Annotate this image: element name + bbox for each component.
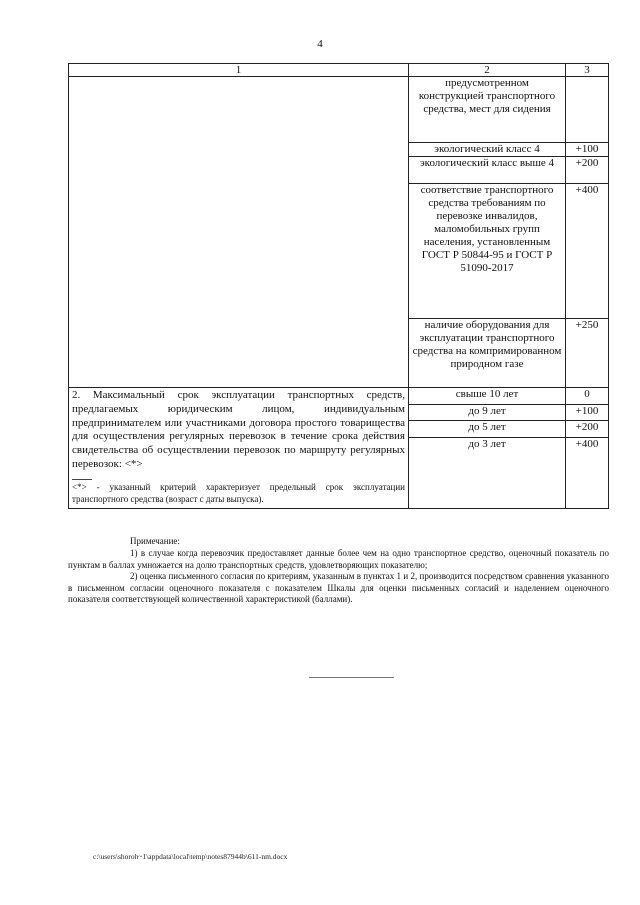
score-cell: +100: [566, 143, 609, 157]
score-cell: +200: [566, 157, 609, 184]
notes-title: Примечание:: [130, 536, 180, 546]
criterion-option-cell: до 9 лет: [409, 404, 566, 421]
score-cell: [566, 77, 609, 143]
end-separator-line: [309, 677, 394, 678]
criteria-table: [68, 63, 609, 509]
score-cell: +200: [566, 421, 609, 438]
criterion-option-cell: экологический класс 4: [409, 143, 566, 157]
file-path-footer: c:\users\shoroh~1\appdata\local\temp\notes87944b\611-nm.docx: [93, 852, 288, 861]
score-cell: 0: [566, 388, 609, 405]
score-cell: +400: [566, 184, 609, 319]
table-header-row: [69, 64, 609, 77]
criterion-option-cell: наличие оборудования для эксплуатации транспортного средства на компримированном природном газе: [409, 319, 566, 388]
criterion-2-cell: [69, 388, 409, 509]
footnote-rule: [72, 479, 92, 480]
criterion-option-cell: до 3 лет: [409, 437, 566, 508]
footnote-text: <*> - указанный критерий характеризует предельный срок эксплуатации транспортного средства (возраст с даты выпуска).: [72, 481, 405, 504]
notes-section: [68, 536, 609, 605]
table-row: [69, 388, 609, 405]
criterion-option-cell: свыше 10 лет: [409, 388, 566, 405]
header-col-3: 3: [566, 64, 609, 77]
table-row: [69, 77, 609, 143]
header-col-1: 1: [69, 64, 409, 77]
criterion-option-cell: до 5 лет: [409, 421, 566, 438]
score-cell: +100: [566, 404, 609, 421]
empty-criterion-cell: [69, 77, 409, 388]
note-item-2: 2) оценка письменного согласия по критериям, указанным в пунктах 1 и 2, производится посредством сравнения указанного в письменном согласии оценочного показателя с показателем Шкалы для оценки письменных согласий и наделением оценочного показателя соответствующей количественной характеристикой (баллами).: [68, 571, 609, 605]
score-cell: +400: [566, 437, 609, 508]
criterion-option-cell: соответствие транспортного средства требованиям по перевозке инвалидов, маломобильных групп населения, установленным ГОСТ Р 50844-95 и ГОСТ Р 51090-2017: [409, 184, 566, 319]
score-cell: +250: [566, 319, 609, 388]
page-number: 4: [317, 38, 323, 50]
criterion-2-text: 2. Максимальный срок эксплуатации транспортных средств, предлагаемых юридическим лицом, индивидуальным предпринимателем или участниками договора простого товарищества для осуществления регулярных перевозок в течение срока действия свидетельства об осуществлении перевозок по маршруту регулярных перевозок: <*>: [72, 389, 405, 470]
header-col-2: 2: [409, 64, 566, 77]
criterion-option-cell: предусмотренном конструкцией транспортного средства, мест для сидения: [409, 77, 566, 143]
note-item-1: 1) в случае когда перевозчик предоставляет данные более чем на одно транспортное средство, оценочный показатель по пунктам в баллах умножается на долю транспортных средств, удовлетворяющих показателю;: [68, 548, 609, 570]
criterion-option-cell: экологический класс выше 4: [409, 157, 566, 184]
